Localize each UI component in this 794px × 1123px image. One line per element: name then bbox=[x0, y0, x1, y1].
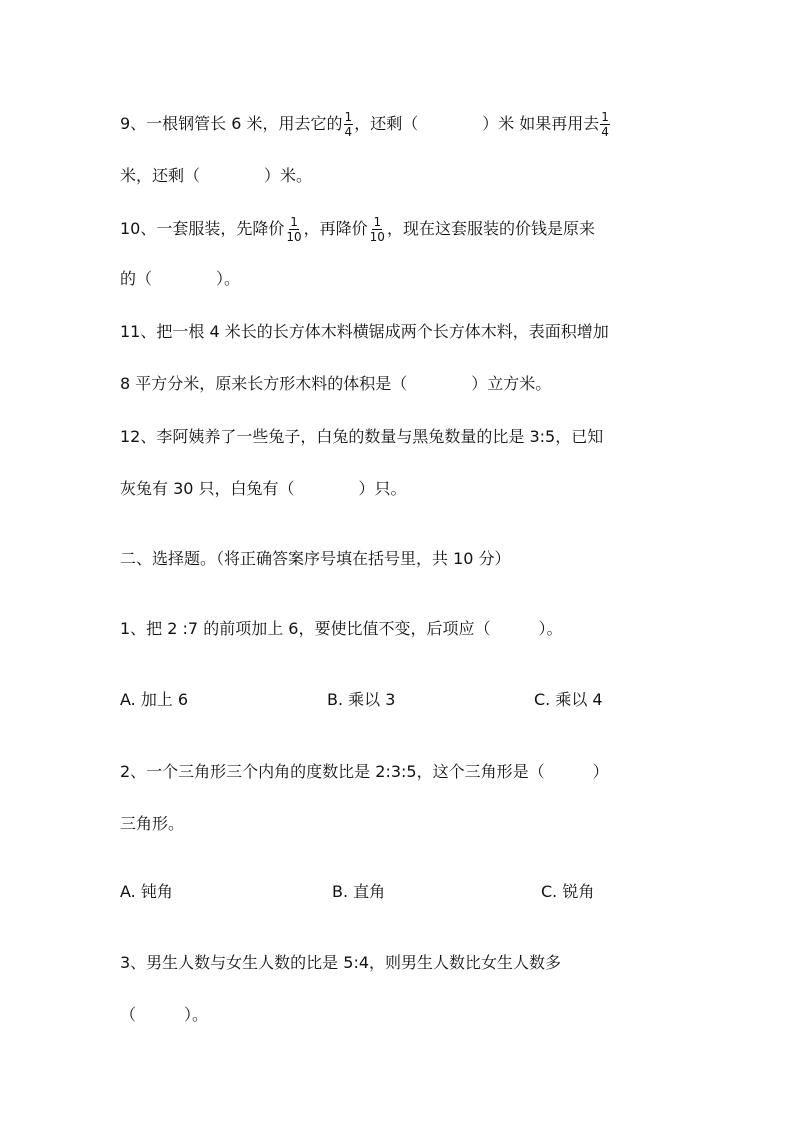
choice-2-option-c: C. 锐角 bbox=[541, 882, 595, 901]
choice-question-2-line-1: 2、一个三角形三个内角的度数比是 2:3:5，这个三角形是（ ） bbox=[120, 762, 609, 781]
question-11-line-2: 8 平方分米，原来长方形木料的体积是（ ）立方米。 bbox=[120, 374, 552, 393]
choice-1-option-b: B. 乘以 3 bbox=[327, 690, 396, 709]
choice-question-2-line-2: 三角形。 bbox=[120, 814, 185, 833]
question-12-line-1: 12、李阿姨养了一些兔子，白兔的数量与黑兔数量的比是 3:5，已知 bbox=[120, 427, 604, 446]
fraction: $\frac{1}{10}$ bbox=[286, 215, 302, 244]
question-11-line-1: 11、把一根 4 米长的长方体木料横锯成两个长方体木料，表面积增加 bbox=[120, 322, 609, 341]
question-9-line-1: 9、一根钢管长 6 米，用去它的 $\frac{1}{4}$ ，还剩（ ）米 如果再用去 $\frac{1}{4}$ bbox=[120, 110, 609, 139]
choice-question-3-line-1: 3、男生人数与女生人数的比是 5:4，则男生人数比女生人数多 bbox=[120, 953, 562, 972]
question-10-line-1: 10、一套服装，先降价 $\frac{1}{10}$ ，再降价 $\frac{1}{10}$ ，现在这套服装的价钱是原来 bbox=[120, 215, 595, 244]
question-10-line-2: 的（ ）。 bbox=[120, 269, 241, 288]
choice-2-option-a: A. 钝角 bbox=[120, 882, 173, 901]
question-9-line-2: 米，还剩（ ）米。 bbox=[120, 166, 313, 185]
fraction: $\frac{1}{4}$ bbox=[601, 110, 609, 139]
question-12-line-2: 灰兔有 30 只，白兔有（ ）只。 bbox=[120, 479, 407, 498]
section-heading-choice: 二、选择题。（将正确答案序号填在括号里，共 10 分） bbox=[120, 549, 511, 568]
choice-question-1: 1、把 2 :7 的前项加上 6，要使比值不变，后项应（ ）。 bbox=[120, 619, 563, 638]
choice-question-3-line-2: （ ）。 bbox=[120, 1005, 209, 1024]
fraction: $\frac{1}{4}$ bbox=[344, 110, 353, 139]
choice-1-option-c: C. 乘以 4 bbox=[534, 690, 603, 709]
choice-1-option-a: A. 加上 6 bbox=[120, 690, 189, 709]
choice-2-option-b: B. 直角 bbox=[332, 882, 386, 901]
fraction: $\frac{1}{10}$ bbox=[369, 215, 385, 244]
